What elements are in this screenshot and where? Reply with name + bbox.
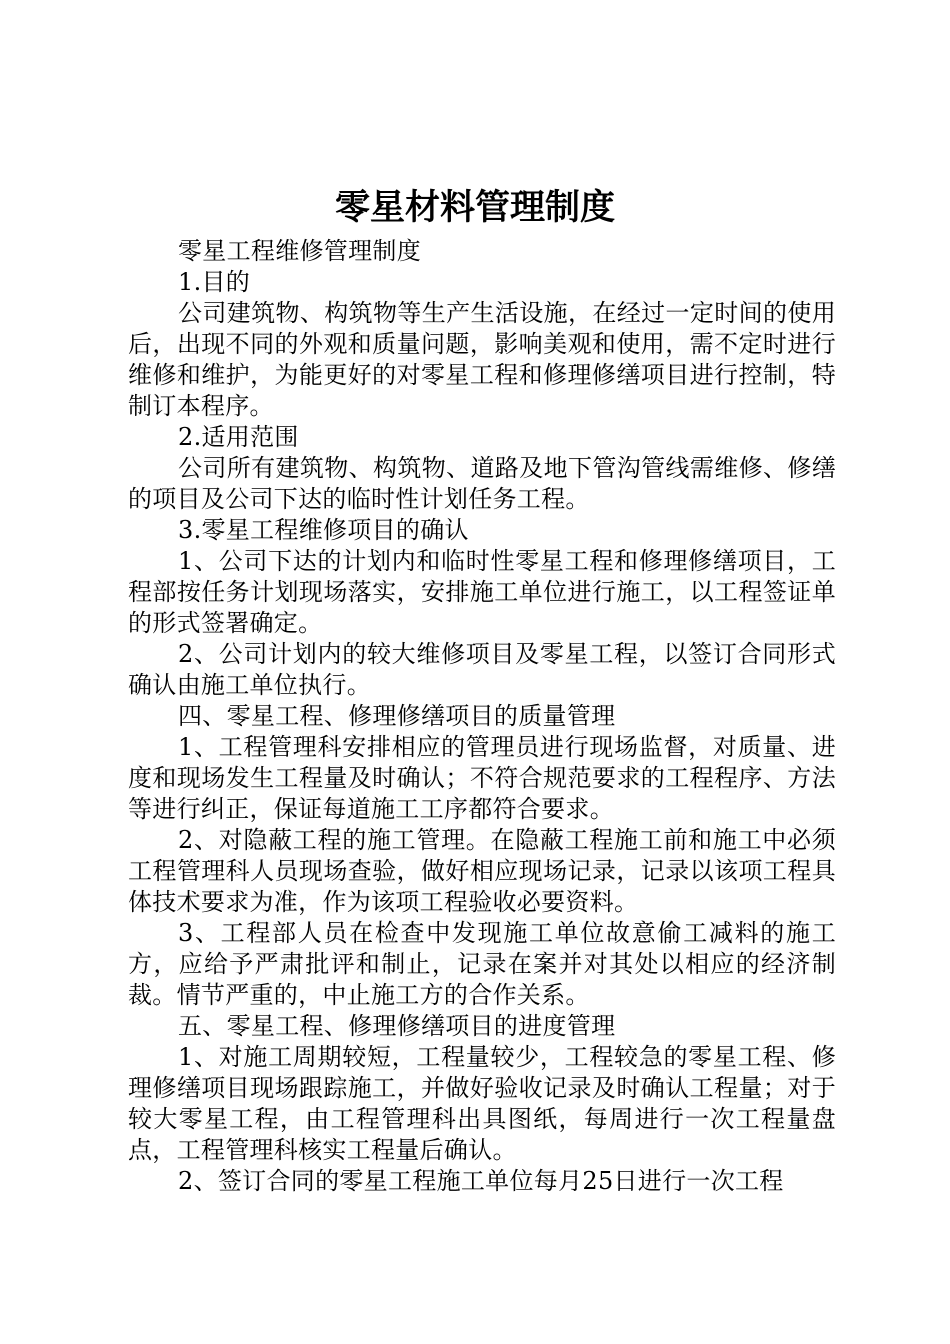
paragraph-quality-3: 3、工程部人员在检查中发现施工单位故意偷工减料的施工方，应给予严肃批评和制止，记录在案并对其处以相应的经济制裁。情节严重的，中止施工方的合作关系。 — [128, 919, 836, 1009]
paragraph-progress-2: 2、签订合同的零星工程施工单位每月25日进行一次工程 — [178, 1167, 784, 1195]
paragraph-confirmation-1: 1、公司下达的计划内和临时性零星工程和修理修缮项目，工程部按任务计划现场落实，安排施工单位进行施工，以工程签证单的形式签署确定。 — [128, 547, 836, 637]
paragraph-progress-1: 1、对施工周期较短，工程量较少，工程较急的零星工程、修理修缮项目现场跟踪施工，并做好验收记录及时确认工程量；对于较大零星工程，由工程管理科出具图纸，每周进行一次工程量盘点，工程管理科核实工程量后确认。 — [128, 1043, 836, 1164]
paragraph-confirmation-2: 2、公司计划内的较大维修项目及零星工程，以签订合同形式确认由施工单位执行。 — [128, 640, 836, 699]
paragraph-scope-text: 公司所有建筑物、构筑物、道路及地下管沟管线需维修、修缮的项目及公司下达的临时性计划任务工程。 — [128, 454, 836, 513]
paragraph-section-purpose: 1.目的 — [178, 268, 251, 296]
paragraph-quality-1: 1、工程管理科安排相应的管理员进行现场监督，对质量、进度和现场发生工程量及时确认；不符合规范要求的工程程序、方法等进行纠正，保证每道施工工序都符合要求。 — [128, 733, 836, 823]
document-body — [128, 236, 836, 1197]
paragraph-section-quality: 四、零星工程、修理修缮项目的质量管理 — [178, 702, 616, 730]
document-title: 零星材料管理制度 — [334, 187, 615, 228]
paragraph-purpose-text: 公司建筑物、构筑物等生产生活设施，在经过一定时间的使用后，出现不同的外观和质量问题，影响美观和使用，需不定时进行维修和维护，为能更好的对零星工程和修理修缮项目进行控制，特制订本程序。 — [128, 299, 836, 420]
paragraph-section-confirmation: 3.零星工程维修项目的确认 — [178, 516, 469, 544]
paragraph-section-progress: 五、零星工程、修理修缮项目的进度管理 — [178, 1012, 616, 1040]
paragraph-heading-main: 零星工程维修管理制度 — [178, 237, 421, 265]
paragraph-quality-2: 2、对隐蔽工程的施工管理。在隐蔽工程施工前和施工中必须工程管理科人员现场查验，做好相应现场记录，记录以该项工程具体技术要求为准，作为该项工程验收必要资料。 — [128, 826, 836, 916]
paragraph-section-scope: 2.适用范围 — [178, 423, 299, 451]
